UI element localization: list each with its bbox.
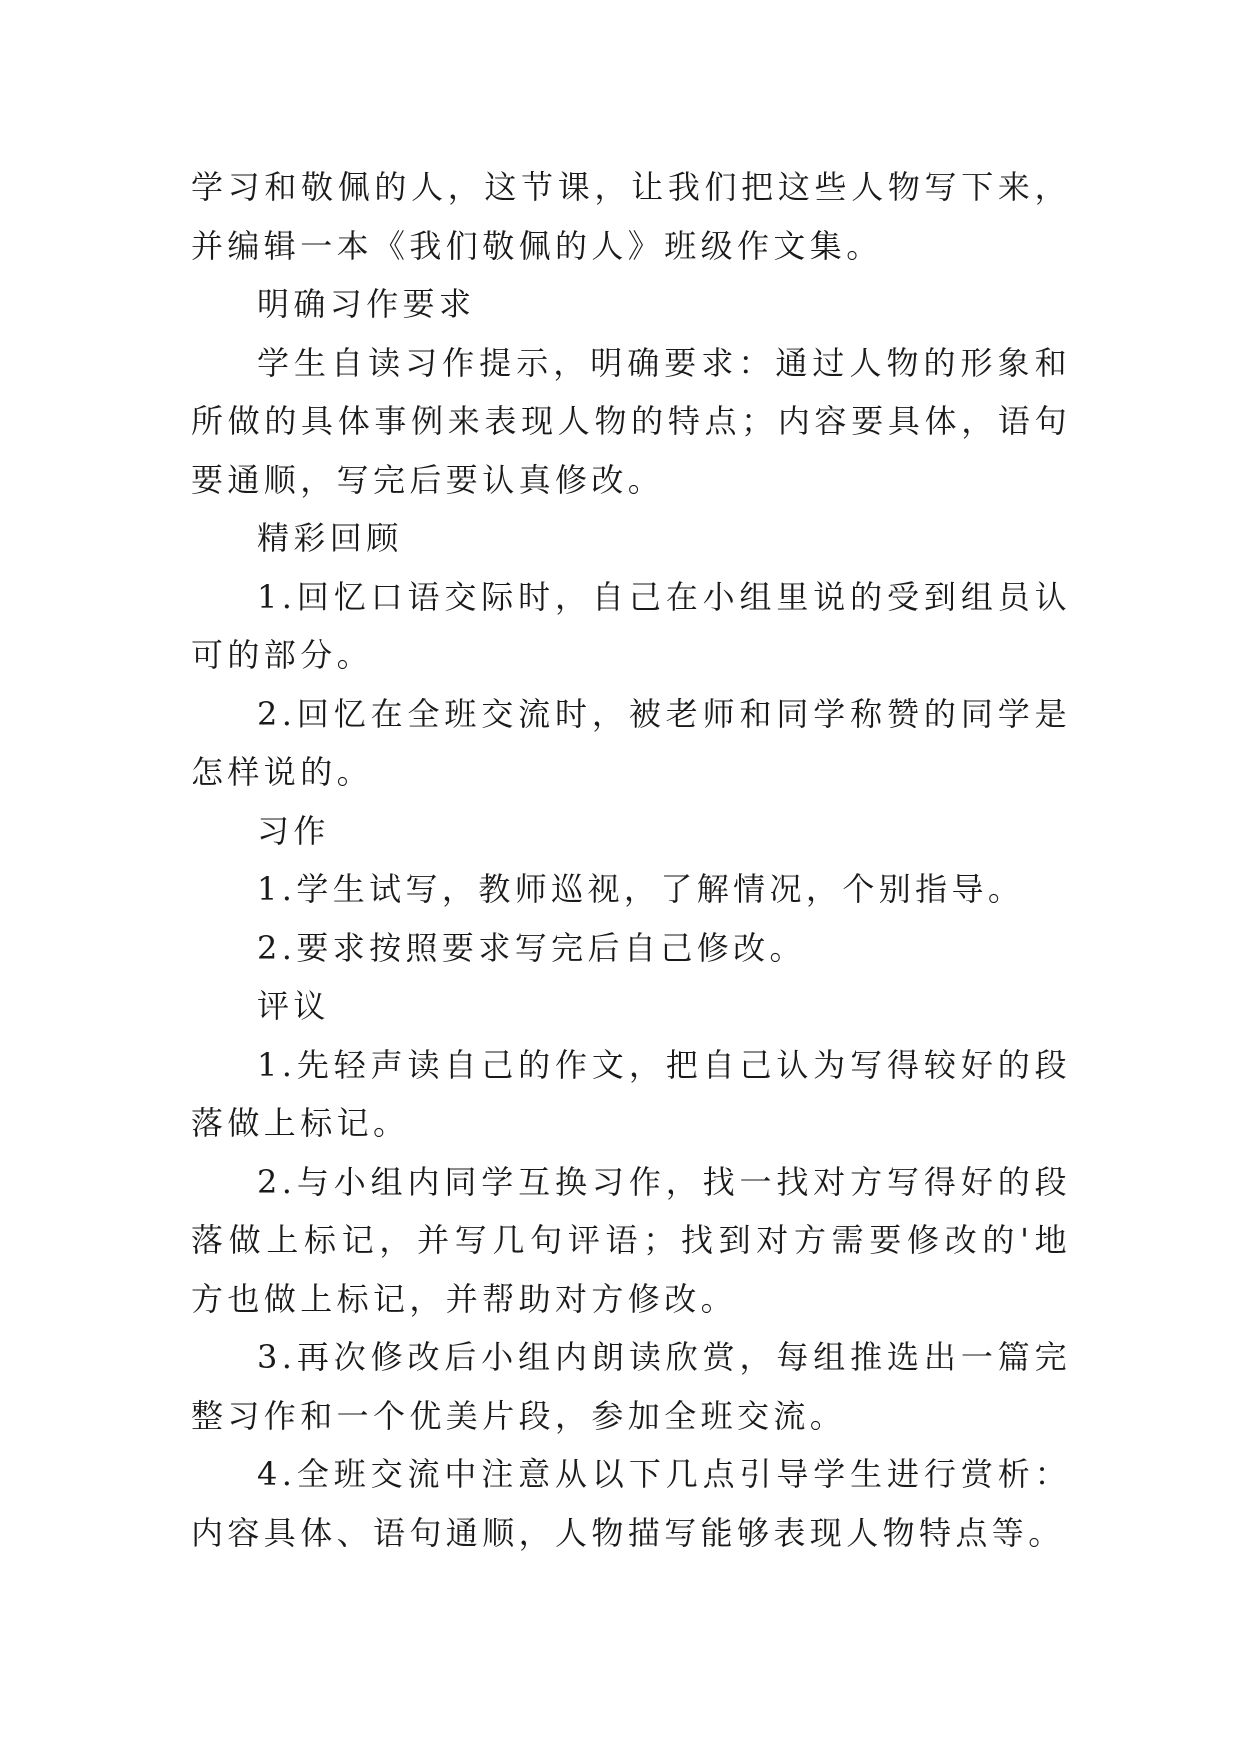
paragraph-intro-continuation: 学习和敬佩的人，这节课，让我们把这些人物写下来，并编辑一本《我们敬佩的人》班级作文集。	[191, 168, 1071, 265]
heading-writing: 习作	[257, 811, 330, 850]
list-item-evaluation-1: 1.先轻声读自己的作文，把自己认为写得较好的段落做上标记。	[191, 1045, 1071, 1142]
heading-clarify-requirements: 明确习作要求	[257, 285, 476, 323]
document-body	[191, 158, 1071, 1562]
list-item-evaluation-4: 4.全班交流中注意从以下几点引导学生进行赏析：内容具体、语句通顺，人物描写能够表现人物特点等。	[191, 1455, 1071, 1552]
list-item-writing-2: 2.要求按照要求写完后自己修改。	[257, 928, 806, 967]
list-item-review-1: 1.回忆口语交际时，自己在小组里说的受到组员认可的部分。	[191, 577, 1071, 674]
heading-review: 精彩回顾	[257, 519, 403, 557]
heading-evaluation: 评议	[257, 987, 330, 1025]
list-item-review-2: 2.回忆在全班交流时，被老师和同学称赞的同学是怎样说的。	[191, 694, 1071, 791]
list-item-evaluation-3: 3.再次修改后小组内朗读欣赏，每组推选出一篇完整习作和一个优美片段，参加全班交流。	[191, 1338, 1071, 1435]
paragraph-requirements: 学生自读习作提示，明确要求：通过人物的形象和所做的具体事例来表现人物的特点；内容要具体，语句要通顺，写完后要认真修改。	[191, 343, 1071, 499]
list-item-evaluation-2: 2.与小组内同学互换习作，找一找对方写得好的段落做上标记，并写几句评语；找到对方需要修改的'地方也做上标记，并帮助对方修改。	[191, 1162, 1071, 1318]
list-item-writing-1: 1.学生试写，教师巡视，了解情况，个别指导。	[257, 870, 1025, 908]
